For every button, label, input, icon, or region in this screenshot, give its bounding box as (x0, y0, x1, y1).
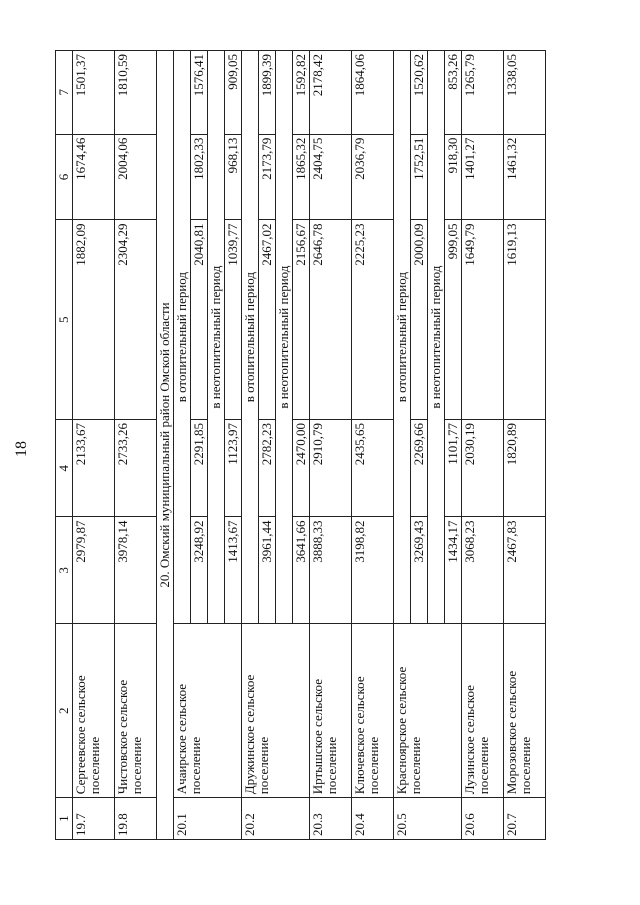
value-cell: 3198,82 (352, 517, 394, 624)
value-cell: 3248,92 (191, 517, 208, 624)
value-cell: 1820,89 (504, 420, 546, 517)
table-row (73, 51, 115, 840)
value-cell: 1461,32 (504, 134, 546, 220)
table-row (115, 51, 157, 840)
rotated-table-container (55, 50, 640, 840)
value-cell: 1865,32 (293, 134, 310, 220)
value-cell: 2225,23 (352, 220, 394, 420)
value-cell: 2910,79 (310, 420, 352, 517)
value-cell: 2291,85 (191, 420, 208, 517)
value-cell: 2040,81 (191, 220, 208, 420)
value-cell: 2030,19 (462, 420, 504, 517)
value-cell: 2467,83 (504, 517, 546, 624)
row-name: Чистовское сельское поселение (115, 624, 157, 798)
col-header: 4 (56, 420, 73, 517)
row-number: 20.5 (394, 798, 462, 840)
value-cell: 1576,41 (191, 51, 208, 135)
value-cell: 2156,67 (293, 220, 310, 420)
period-row (242, 51, 259, 840)
value-cell: 2173,79 (259, 134, 276, 220)
table-row (352, 51, 394, 840)
row-name: Иртышское сельское поселение (310, 624, 352, 798)
row-number: 19.7 (73, 798, 115, 840)
value-cell: 3978,14 (115, 517, 157, 624)
value-cell: 2782,23 (259, 420, 276, 517)
value-cell: 2733,26 (115, 420, 157, 517)
value-cell: 1674,46 (73, 134, 115, 220)
period-label: в неотопительный период (428, 51, 445, 624)
value-cell: 1592,82 (293, 51, 310, 135)
value-cell: 1039,77 (225, 220, 242, 420)
row-name: Ачаирское сельское поселение (174, 624, 242, 798)
period-row (174, 51, 191, 840)
value-cell: 2036,79 (352, 134, 394, 220)
period-label: в неотопительный период (208, 51, 225, 624)
table-row (504, 51, 546, 840)
value-cell: 1619,13 (504, 220, 546, 420)
value-cell: 1413,67 (225, 517, 242, 624)
value-cell: 2269,66 (411, 420, 428, 517)
value-cell: 1899,39 (259, 51, 276, 135)
value-cell: 909,05 (225, 51, 242, 135)
column-header-row (56, 51, 73, 840)
value-cell: 1882,09 (73, 220, 115, 420)
table-row (310, 51, 352, 840)
row-name: Красноярское сельское поселение (394, 624, 462, 798)
row-name: Дружинское сельское поселение (242, 624, 310, 798)
value-cell: 1338,05 (504, 51, 546, 135)
value-cell: 3641,66 (293, 517, 310, 624)
value-cell: 853,26 (445, 51, 462, 135)
row-name: Лузинское сельское поселение (462, 624, 504, 798)
row-number: 20.7 (504, 798, 546, 840)
value-cell: 3888,33 (310, 517, 352, 624)
col-header: 5 (56, 220, 73, 420)
row-name: Ключевское сельское поселение (352, 624, 394, 798)
table-row (462, 51, 504, 840)
col-header: 3 (56, 517, 73, 624)
value-cell: 1401,27 (462, 134, 504, 220)
value-cell: 2470,00 (293, 420, 310, 517)
col-header: 2 (56, 624, 73, 798)
value-cell: 1501,37 (73, 51, 115, 135)
period-label: в неотопительный период (276, 51, 293, 624)
period-label: в отопительный период (394, 51, 411, 624)
row-name: Морозовское сельское поселение (504, 624, 546, 798)
value-cell: 1101,77 (445, 420, 462, 517)
section-title: 20. Омский муниципальный район Омской области (157, 51, 174, 840)
row-number: 20.4 (352, 798, 394, 840)
value-cell: 1520,62 (411, 51, 428, 135)
value-cell: 1864,06 (352, 51, 394, 135)
value-cell: 3961,44 (259, 517, 276, 624)
value-cell: 1265,79 (462, 51, 504, 135)
tariff-table (55, 50, 546, 840)
value-cell: 1123,97 (225, 420, 242, 517)
period-label: в отопительный период (174, 51, 191, 624)
period-row (394, 51, 411, 840)
value-cell: 2646,78 (310, 220, 352, 420)
section-row (157, 51, 174, 840)
period-label: в отопительный период (242, 51, 259, 624)
value-cell: 3068,23 (462, 517, 504, 624)
value-cell: 2004,06 (115, 134, 157, 220)
page-number: 18 (13, 441, 30, 457)
value-cell: 1810,59 (115, 51, 157, 135)
value-cell: 2979,87 (73, 517, 115, 624)
row-number: 20.2 (242, 798, 310, 840)
value-cell: 968,13 (225, 134, 242, 220)
value-cell: 2304,29 (115, 220, 157, 420)
row-number: 20.6 (462, 798, 504, 840)
value-cell: 2178,42 (310, 51, 352, 135)
col-header: 7 (56, 51, 73, 135)
value-cell: 2133,67 (73, 420, 115, 517)
row-name: Сергеевское сельское поселение (73, 624, 115, 798)
value-cell: 2000,09 (411, 220, 428, 420)
value-cell: 2435,65 (352, 420, 394, 517)
value-cell: 918,30 (445, 134, 462, 220)
value-cell: 2404,75 (310, 134, 352, 220)
col-header: 6 (56, 134, 73, 220)
value-cell: 3269,43 (411, 517, 428, 624)
value-cell: 1752,51 (411, 134, 428, 220)
value-cell: 1649,79 (462, 220, 504, 420)
col-header: 1 (56, 798, 73, 840)
row-number: 20.3 (310, 798, 352, 840)
value-cell: 1802,33 (191, 134, 208, 220)
row-number: 19.8 (115, 798, 157, 840)
value-cell: 1434,17 (445, 517, 462, 624)
value-cell: 999,05 (445, 220, 462, 420)
value-cell: 2467,02 (259, 220, 276, 420)
row-number: 20.1 (174, 798, 242, 840)
